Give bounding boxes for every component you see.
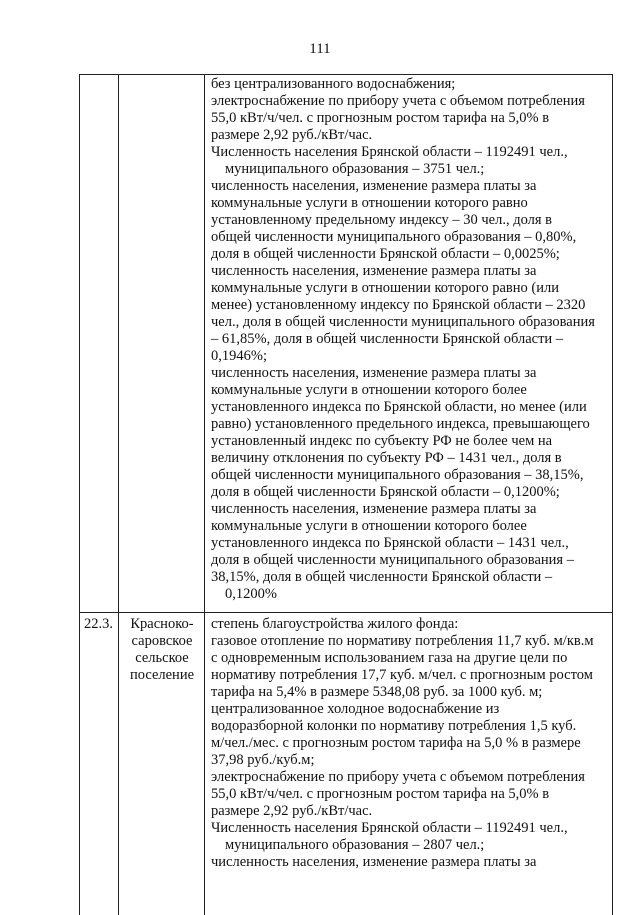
page-number: 111 [309,41,331,57]
text-line: установленного индекса по Брянской области, но менее (или [211,399,587,415]
name-line: Красноко- [130,616,194,632]
text-line: водоразборной колонки по нормативу потребления 1,5 куб. [211,718,577,734]
text-line: размере 2,92 руб./кВт/час. [211,127,373,143]
text-line: коммунальные услуги в отношении которого более [211,518,527,534]
text-line: численность населения, изменение размера платы за [211,263,537,279]
text-line: величину отклонения по субъекту РФ – 1431 чел., доля в [211,450,562,466]
text-line: тарифа на 5,4% в размере 5348,08 руб. за 1000 куб. м; [211,684,543,700]
continued-row-description [211,76,609,603]
text-line: Численность населения Брянской области – 1192491 чел., [211,820,568,836]
text-line: Численность населения Брянской области – 1192491 чел., [211,144,568,160]
text-line: с одновременным использованием газа на другие цели по [211,650,568,666]
document-table [79,74,613,915]
text-line: степень благоустройства жилого фонда: [211,616,459,632]
text-line: установленному предельному индексу – 30 чел., доля в [211,212,553,228]
text-line: доля в общей численности муниципального образования – [211,552,574,568]
text-line: без централизованного водоснабжения; [211,76,456,92]
text-line: 0,1200% [225,586,277,602]
text-line: – 61,85%, доля в общей численности Брянской области – [211,331,564,347]
text-line: централизованное холодное водоснабжение из [211,701,500,717]
column-divider-name [204,75,205,915]
text-line: менее) установленному индексу по Брянской области – 2320 [211,297,586,313]
text-line: коммунальные услуги в отношении которого равно (или [211,280,559,296]
text-line: численность населения, изменение размера платы за [211,501,537,517]
text-line: муниципального образования – 3751 чел.; [225,161,485,177]
row-number: 22.3. [84,616,113,632]
text-line: 38,15%, доля в общей численности Брянской области – [211,569,553,585]
text-line: численность населения, изменение размера платы за [211,178,537,194]
name-line: поселение [129,667,195,683]
text-line: численность населения, изменение размера платы за [211,365,537,381]
text-line: 55,0 кВт/ч/чел. с прогнозным ростом тарифа на 5,0% в [211,110,550,126]
row-divider [80,612,612,613]
text-line: коммунальные услуги в отношении которого более [211,382,527,398]
text-line: равно) установленного предельного индекса, превышающего [211,416,590,432]
name-line: саровское [131,633,193,649]
text-line: доля в общей численности Брянской области – 0,0025%; [211,246,560,262]
row-22-3-description [211,616,609,871]
text-line: 55,0 кВт/ч/чел. с прогнозным ростом тарифа на 5,0% в [211,786,550,802]
text-line: общей численности муниципального образования – 38,15%, [211,467,584,483]
text-line: электроснабжение по прибору учета с объемом потребления [211,769,585,785]
settlement-name [120,616,204,684]
text-line: коммунальные услуги в отношении которого равно [211,195,528,211]
text-line: доля в общей численности Брянской области – 0,1200%; [211,484,560,500]
text-line: 37,98 руб./куб.м; [211,752,315,768]
text-line: нормативу потребления 17,7 куб. м/чел. с прогнозным ростом [211,667,593,683]
name-line: сельское [135,650,189,666]
text-line: численность населения, изменение размера платы за [211,854,537,870]
text-line: размере 2,92 руб./кВт/час. [211,803,373,819]
text-line: электроснабжение по прибору учета с объемом потребления [211,93,585,109]
text-line: установленный индекс по субъекту РФ не более чем на [211,433,553,449]
text-line: общей численности муниципального образования – 0,80%, [211,229,577,245]
text-line: газовое отопление по нормативу потребления 11,7 куб. м/кв.м [211,633,594,649]
text-line: муниципального образования – 2807 чел.; [225,837,485,853]
text-line: установленного индекса по Брянской области – 1431 чел., [211,535,569,551]
text-line: чел., доля в общей численности муниципального образования [211,314,595,330]
text-line: м/чел./мес. с прогнозным ростом тарифа на 5,0 % в размере [211,735,581,751]
text-line: 0,1946%; [211,348,267,364]
column-divider-number [118,75,119,915]
